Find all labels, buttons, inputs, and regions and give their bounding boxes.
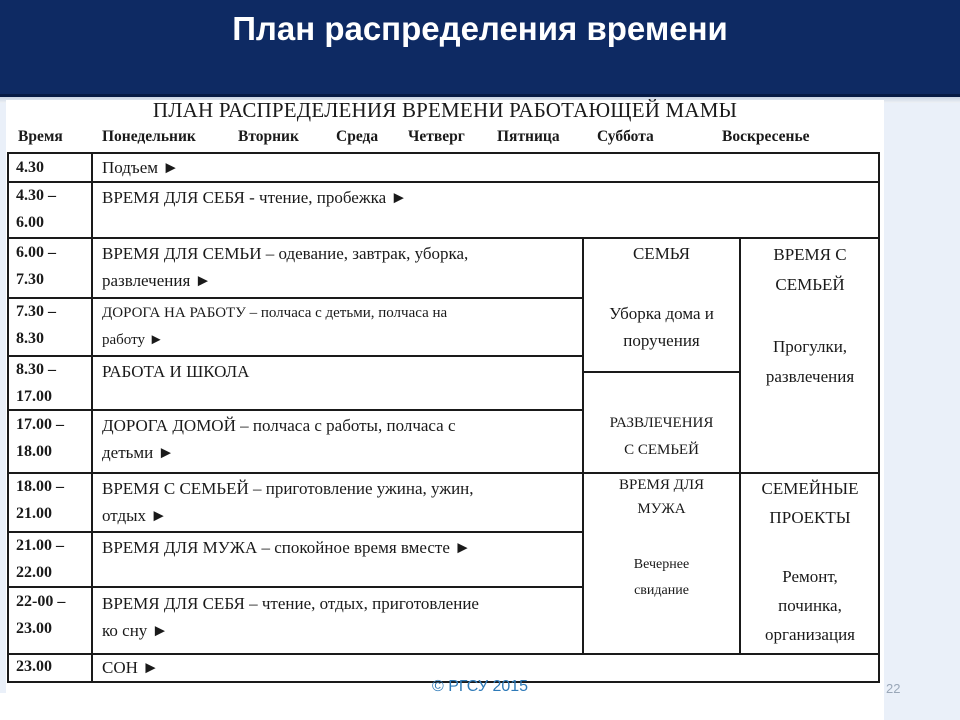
weekday-cell: ДОРОГА ДОМОЙ – полчаса с работы, полчаса с детьми ►: [102, 416, 456, 462]
weekday-cell: СОН ►: [102, 658, 159, 677]
time-cell: 23.00: [16, 658, 52, 675]
saturday-husband-text: Вечернее свидание: [633, 557, 690, 598]
header-sat: Суббота: [597, 128, 654, 145]
weekday-cell: ДОРОГА НА РАБОТУ – полчаса с детьми, полчаса на работу ►: [102, 305, 448, 348]
document-title: ПЛАН РАСПРЕДЕЛЕНИЯ ВРЕМЕНИ РАБОТАЮЩЕЙ МАМЫ: [152, 98, 738, 122]
time-cell: 6.00 – 7.30: [16, 244, 56, 288]
header-tue: Вторник: [238, 128, 299, 145]
weekday-cell: ВРЕМЯ ДЛЯ СЕБЯ - чтение, пробежка ►: [102, 188, 408, 207]
sunday-family-title: ВРЕМЯ С СЕМЬЕЙ: [773, 245, 847, 294]
time-cell: 7.30 – 8.30: [16, 303, 56, 347]
right-margin-panel: [884, 103, 960, 720]
time-cell: 22-00 – 23.00: [16, 593, 66, 637]
page-number: 22: [886, 681, 901, 696]
time-cell: 4.30: [16, 159, 44, 176]
time-cell: 8.30 – 17.00: [16, 361, 56, 405]
sunday-projects-text: Ремонт, починка, организация: [765, 567, 855, 644]
saturday-family-title: СЕМЬЯ: [632, 244, 691, 263]
slide-header: [0, 0, 960, 97]
header-mon: Понедельник: [102, 128, 196, 145]
saturday-family-text: Уборка дома и поручения: [609, 304, 714, 350]
footer-copyright: © РГСУ 2015: [431, 678, 529, 695]
time-cell: 21.00 – 22.00: [16, 537, 64, 581]
weekday-cell: ВРЕМЯ ДЛЯ МУЖА – спокойное время вместе ►: [102, 538, 471, 557]
time-cell: 17.00 – 18.00: [16, 416, 64, 460]
header-thu: Четверг: [408, 128, 465, 145]
saturday-husband-title: ВРЕМЯ ДЛЯ МУЖА: [618, 477, 704, 517]
sunday-family-text: Прогулки, развлечения: [765, 337, 855, 386]
weekday-cell: ВРЕМЯ ДЛЯ СЕМЬИ – одевание, завтрак, уборка, развлечения ►: [102, 244, 469, 290]
slide-title: План распределения времени: [232, 10, 728, 47]
time-cell: 4.30 – 6.00: [16, 187, 56, 231]
weekday-cell: ВРЕМЯ ДЛЯ СЕБЯ – чтение, отдых, приготовление ко сну ►: [102, 594, 479, 640]
weekday-cell: Подъем ►: [102, 158, 180, 177]
schedule-document: [6, 100, 884, 692]
header-fri: Пятница: [497, 128, 560, 145]
time-cell: 18.00 – 21.00: [16, 478, 64, 522]
header-time: Время: [18, 128, 63, 145]
weekday-cell: ВРЕМЯ С СЕМЬЕЙ – приготовление ужина, ужин, отдых ►: [102, 479, 474, 525]
weekday-cell: РАБОТА И ШКОЛА: [102, 362, 250, 381]
saturday-fun: РАЗВЛЕЧЕНИЯ С СЕМЬЕЙ: [609, 415, 714, 458]
sunday-projects-title: СЕМЕЙНЫЕ ПРОЕКТЫ: [761, 479, 859, 527]
header-sun: Воскресенье: [722, 128, 810, 145]
header-wed: Среда: [336, 128, 379, 145]
